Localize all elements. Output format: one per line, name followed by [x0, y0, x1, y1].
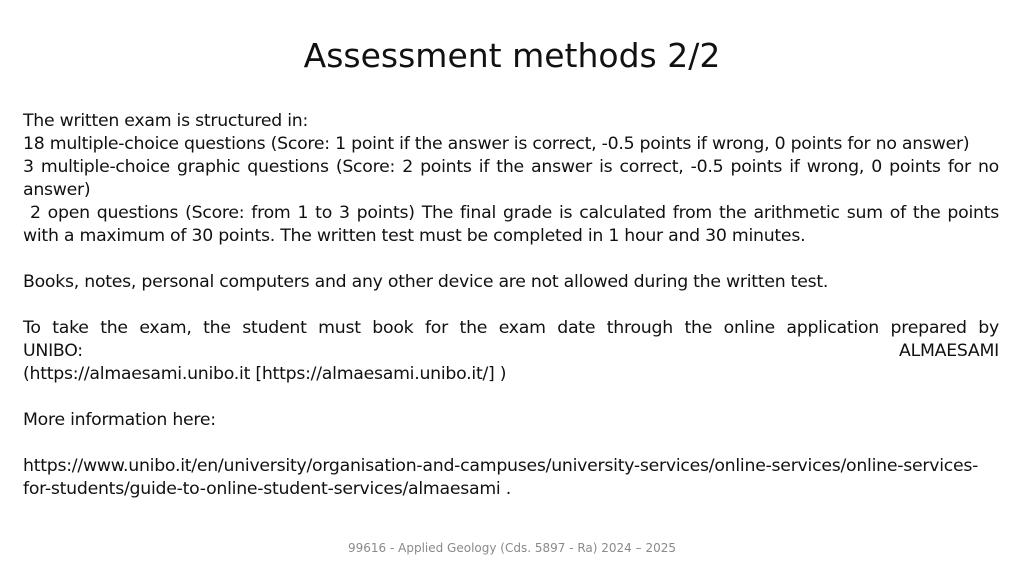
exam-structure-intro: The written exam is structured in: [23, 111, 309, 131]
exam-item-multiple-choice: 18 multiple-choice questions (Score: 1 point if the answer is correct, -0.5 points if wrong, 0 points for no answer) [23, 134, 970, 154]
booking-unibo-label: UNIBO: [23, 341, 83, 361]
almaesami-link[interactable]: (https://almaesami.unibo.it [https://almaesami.unibo.it/] ) [23, 364, 507, 384]
spacer [23, 386, 999, 409]
exam-rules-paragraph: Books, notes, personal computers and any other device are not allowed during the written test. [23, 272, 829, 292]
more-info-url-link[interactable]: https://www.unibo.it/en/university/organisation-and-campuses/university-services/online-services/online-services-for-students/guide-to-online-student-services/almaesami . [23, 456, 979, 499]
exam-item-graphic-questions: 3 multiple-choice graphic questions (Score: 2 points if the answer is correct, -0.5 points if wrong, 0 points for no answer) [23, 157, 999, 200]
slide-title: Assessment methods 2/2 [303, 36, 721, 75]
booking-line-1: To take the exam, the student must book for the exam date through the online application prepared by [23, 318, 999, 338]
more-info-label: More information here: [23, 410, 216, 430]
booking-line-2 [23, 340, 999, 363]
spacer [23, 432, 999, 455]
slide-footer: 99616 - Applied Geology (Cds. 5897 - Ra) 2024 – 2025 [348, 541, 676, 555]
exam-item-open-questions: 2 open questions (Score: from 1 to 3 points) The final grade is calculated from the arithmetic sum of the points with a maximum of 30 points. The written test must be completed in 1 hour and 30 minutes. [23, 203, 1005, 246]
spacer [23, 294, 999, 317]
spacer [23, 248, 999, 271]
almaesami-label: ALMAESAMI [899, 341, 999, 361]
slide-body [23, 110, 1005, 501]
